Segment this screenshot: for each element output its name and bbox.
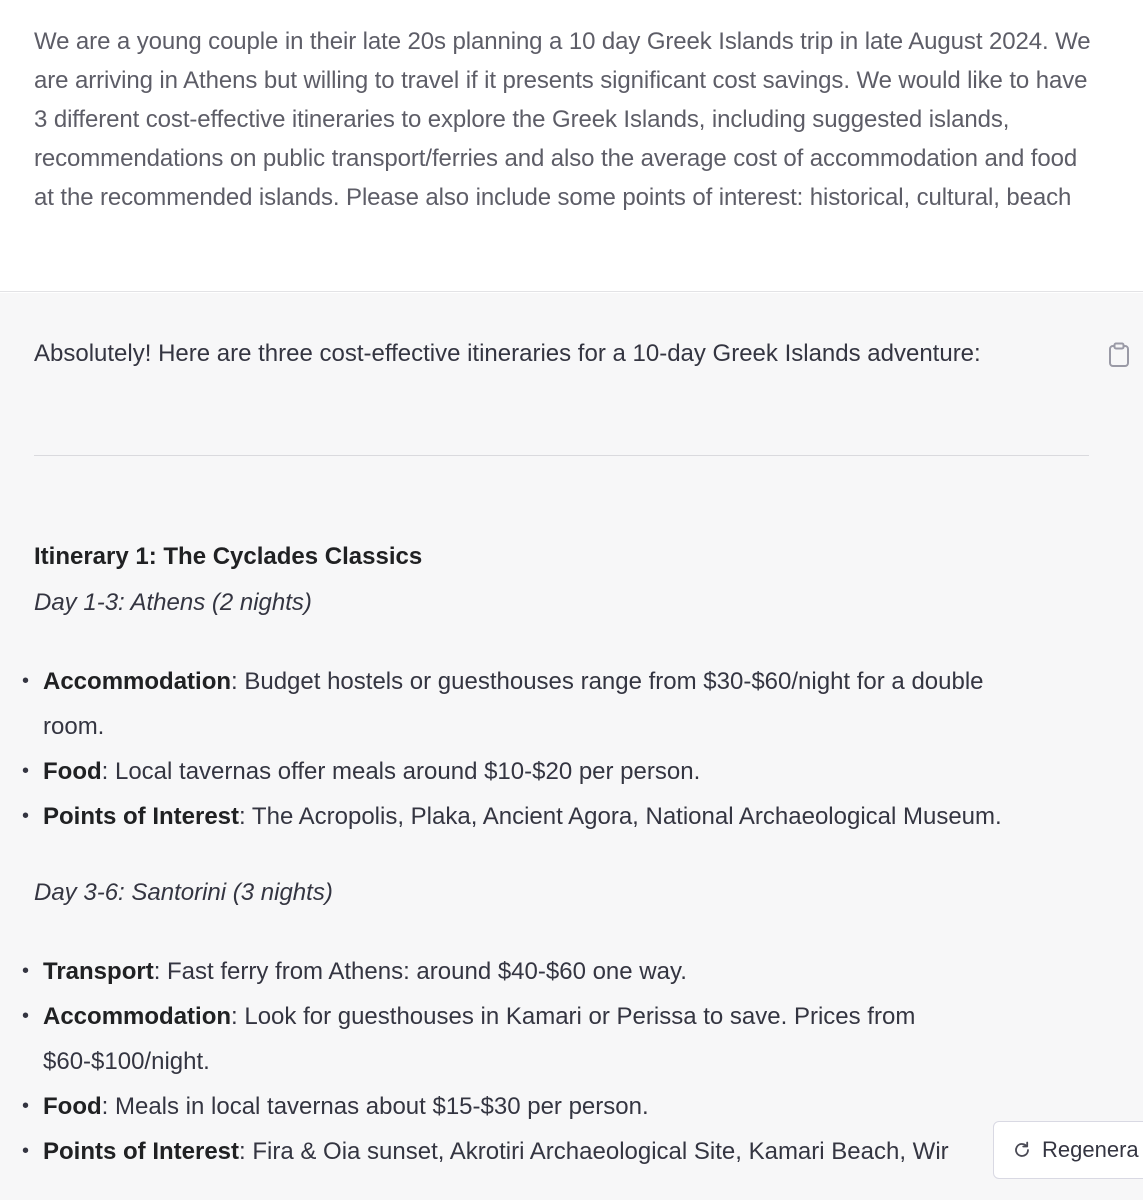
item-text: : Fira & Oia sunset, Akrotiri Archaeological Site, Kamari Beach, Wir [239, 1138, 949, 1165]
section-day-athens: Day 1-3: Athens (2 nights) [34, 589, 312, 616]
santorini-list [0, 949, 1143, 1174]
assistant-message [0, 293, 1143, 1200]
item-text: : Fast ferry from Athens: around $40-$60 one way. [153, 958, 687, 985]
bullet-icon: • [22, 1005, 30, 1027]
refresh-icon [1012, 1140, 1032, 1160]
bullet-icon: • [22, 805, 30, 827]
item-text: : The Acropolis, Plaka, Ancient Agora, National Archaeological Museum. [239, 803, 1002, 830]
item-label: Points of Interest [43, 803, 240, 830]
list-item-continuation [0, 1039, 1143, 1084]
list-item [0, 749, 1143, 794]
section-day-santorini: Day 3-6: Santorini (3 nights) [34, 879, 333, 906]
divider [34, 455, 1089, 456]
regenerate-label: Regenera [1042, 1137, 1139, 1162]
item-label: Food [43, 1093, 102, 1120]
athens-list [0, 659, 1143, 839]
regenerate-button[interactable] [993, 1121, 1143, 1179]
item-text: : Look for guesthouses in Kamari or Perissa to save. Prices from [231, 1003, 916, 1030]
user-message [0, 0, 1143, 292]
item-text-continuation: $60-$100/night. [43, 1048, 210, 1075]
bullet-icon: • [22, 760, 30, 782]
clipboard-icon[interactable] [1108, 342, 1130, 368]
list-item [0, 994, 1143, 1039]
item-label: Food [43, 758, 102, 785]
item-text: : Local tavernas offer meals around $10-$20 per person. [101, 758, 701, 785]
bullet-icon: • [22, 670, 30, 692]
item-text-continuation: room. [43, 713, 105, 740]
list-item-continuation [0, 704, 1143, 749]
list-item [0, 949, 1143, 994]
itinerary-title: Itinerary 1: The Cyclades Classics [34, 543, 423, 570]
list-item [0, 1084, 1143, 1129]
item-label: Accommodation [43, 1003, 232, 1030]
item-label: Points of Interest [43, 1138, 240, 1165]
list-item [0, 659, 1143, 704]
item-text: : Budget hostels or guesthouses range from $30-$60/night for a double [231, 668, 984, 695]
item-label: Accommodation [43, 668, 232, 695]
assistant-intro: Absolutely! Here are three cost-effective itineraries for a 10-day Greek Islands adventure: [34, 340, 981, 367]
bullet-icon: • [22, 960, 30, 982]
user-message-text: We are a young couple in their late 20s planning a 10 day Greek Islands trip in late August 2024. We are arriving in Athens but willing to travel if it presents significant cost savings. We would like to have 3 different cost-effective itineraries to explore the Greek Islands, including suggested islands, recommendations on public transport/ferries and also the average cost of accommodation and food at the recommended islands. Please also include some points of interest: historical, cultural, beach [34, 28, 1091, 211]
bullet-icon: • [22, 1140, 30, 1162]
list-item [0, 1129, 1143, 1174]
item-label: Transport [43, 958, 154, 985]
item-text: : Meals in local tavernas about $15-$30 per person. [101, 1093, 649, 1120]
list-item [0, 794, 1143, 839]
bullet-icon: • [22, 1095, 30, 1117]
